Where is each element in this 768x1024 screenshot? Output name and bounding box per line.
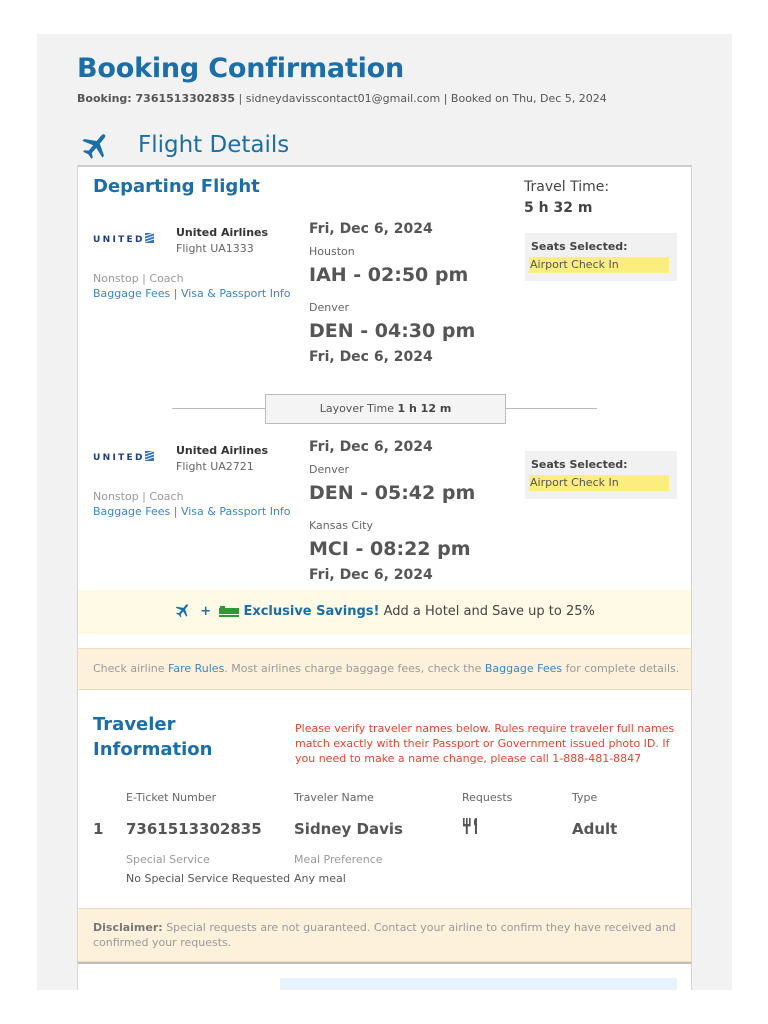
eticket-number: 7361513302835	[126, 820, 262, 838]
united-logo-text: UNITED	[93, 453, 145, 463]
united-logo	[93, 233, 154, 245]
booking-summary-line	[77, 92, 607, 105]
col-header-type: Type	[572, 791, 598, 804]
plane-small-icon	[174, 602, 192, 618]
disclaimer-text: Special requests are not guaranteed. Contact your airline to confirm they have received and confirmed your requests.	[93, 921, 676, 949]
united-globe-icon	[145, 451, 154, 461]
plus-sign: +	[200, 604, 212, 619]
visa-passport-link[interactable]: Visa & Passport Info	[180, 505, 291, 518]
special-service-value: No Special Service Requested	[126, 872, 291, 885]
separator: |	[443, 92, 451, 105]
flight-segment	[78, 439, 693, 601]
bed-icon	[219, 606, 239, 618]
baggage-fees-link[interactable]: Baggage Fees	[484, 662, 563, 675]
disclaimer-note	[78, 908, 691, 962]
united-logo	[93, 451, 154, 463]
fare-rules-note	[78, 648, 691, 690]
departure-date: Fri, Dec 6, 2024	[309, 221, 433, 237]
flight-number: Flight UA1333	[176, 242, 254, 255]
united-globe-icon	[145, 233, 154, 243]
departure-airport-time: IAH - 02:50 pm	[309, 264, 469, 286]
fare-note-text: for complete details.	[565, 662, 680, 675]
travel-time-value: 5 h 32 m	[524, 200, 593, 216]
seats-selected-box	[525, 233, 677, 281]
savings-headline: Exclusive Savings!	[243, 604, 380, 619]
next-card-panel	[280, 978, 677, 990]
departing-flight-title: Departing Flight	[93, 176, 260, 197]
visa-passport-link[interactable]: Visa & Passport Info	[180, 287, 291, 300]
layover-value: 1 h 12 m	[397, 402, 452, 415]
layover-label: Layover Time	[319, 402, 395, 415]
savings-text: Add a Hotel and Save up to 25%	[383, 604, 595, 619]
airline-name: United Airlines	[176, 444, 269, 457]
hotel-savings-banner[interactable]	[78, 590, 691, 634]
cabin-info: Nonstop | Coach	[93, 272, 184, 285]
plane-icon	[81, 130, 111, 160]
fare-note-text: . Most airlines charge baggage fees, check the	[224, 662, 482, 675]
col-header-ticket: E-Ticket Number	[126, 791, 217, 804]
booking-page	[37, 34, 732, 990]
departure-city: Denver	[309, 463, 350, 476]
arrival-date: Fri, Dec 6, 2024	[309, 349, 433, 365]
baggage-fees-link[interactable]: Baggage Fees	[93, 287, 171, 300]
booking-email: sidneydavisscontact01@gmail.com	[245, 92, 441, 105]
name-verification-warning: Please verify traveler names below. Rules require traveler full names match exactly with their Passport or Government issued photo ID. If you need to make a name change, please call 1-888-481-8847	[295, 722, 675, 765]
segment-links	[93, 287, 291, 300]
next-card	[77, 962, 692, 990]
disclaimer-label: Disclaimer:	[93, 921, 163, 934]
traveler-info-title: Traveler Information	[93, 714, 213, 760]
traveler-name: Sidney Davis	[294, 820, 403, 838]
flight-card	[77, 165, 692, 962]
seats-selected-value: Airport Check In	[529, 257, 669, 273]
seats-selected-box	[525, 451, 677, 499]
united-logo-text: UNITED	[93, 235, 145, 245]
departure-date: Fri, Dec 6, 2024	[309, 439, 433, 455]
meal-icon	[462, 817, 482, 835]
fare-rules-link[interactable]: Fare Rules	[168, 662, 225, 675]
arrival-city: Denver	[309, 301, 350, 314]
arrival-airport-time: DEN - 04:30 pm	[309, 320, 476, 342]
separator: |	[238, 92, 246, 105]
page-title: Booking Confirmation	[77, 53, 405, 84]
traveler-type: Adult	[572, 820, 618, 838]
baggage-fees-link[interactable]: Baggage Fees	[93, 505, 171, 518]
flight-segment	[78, 221, 693, 383]
travel-time-label: Travel Time:	[524, 179, 610, 195]
flight-details-header	[81, 130, 381, 160]
layover-badge	[265, 394, 506, 424]
col-header-requests: Requests	[462, 791, 513, 804]
col-header-name: Traveler Name	[294, 791, 374, 804]
seats-selected-label: Seats Selected:	[531, 458, 628, 471]
arrival-city: Kansas City	[309, 519, 373, 532]
special-service-label: Special Service	[126, 853, 210, 866]
flight-number: Flight UA2721	[176, 460, 254, 473]
arrival-date: Fri, Dec 6, 2024	[309, 567, 433, 583]
departure-airport-time: DEN - 05:42 pm	[309, 482, 476, 504]
booked-on-date: Booked on Thu, Dec 5, 2024	[450, 92, 607, 105]
separator: |	[170, 287, 181, 300]
meal-preference-value: Any meal	[294, 872, 346, 885]
fare-note-text: Check airline	[93, 662, 165, 675]
airline-name: United Airlines	[176, 226, 269, 239]
departure-city: Houston	[309, 245, 355, 258]
seats-selected-value: Airport Check In	[529, 475, 669, 491]
traveler-index: 1	[93, 820, 104, 838]
seats-selected-label: Seats Selected:	[531, 240, 628, 253]
separator: |	[170, 505, 181, 518]
arrival-airport-time: MCI - 08:22 pm	[309, 538, 471, 560]
booking-number: Booking: 7361513302835	[77, 92, 236, 105]
cabin-info: Nonstop | Coach	[93, 490, 184, 503]
meal-preference-label: Meal Preference	[294, 853, 383, 866]
flight-details-title: Flight Details	[138, 132, 290, 158]
segment-links	[93, 505, 291, 518]
